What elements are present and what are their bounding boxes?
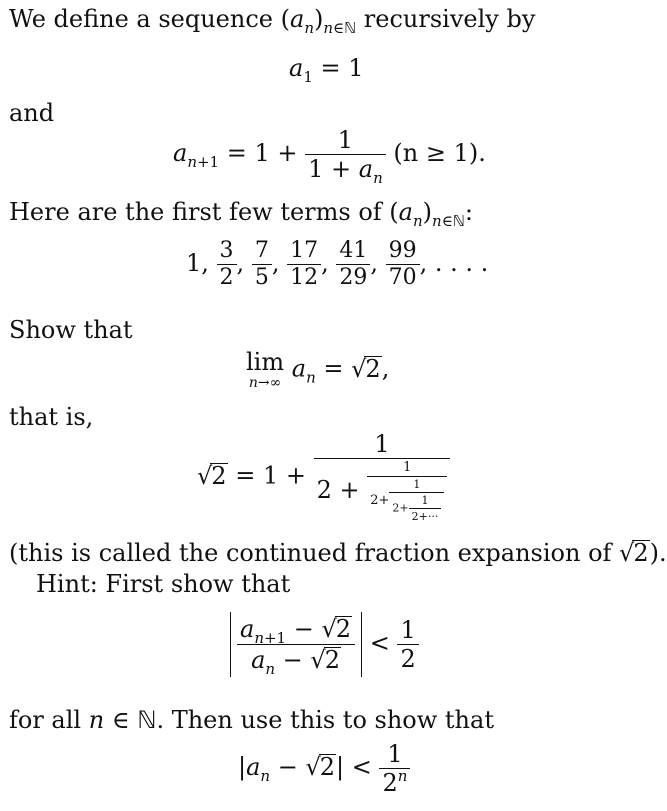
for-all-text-2: . Then use this to show that <box>156 706 494 734</box>
term-fraction: $\frac{3}{2}$ <box>217 240 237 289</box>
half-fraction: $\frac{1}{2}$ <box>397 618 418 671</box>
intro-text: We define a sequence <box>9 5 273 33</box>
terms-intro-line: Here are the first few terms of $(a_n)_{n\in ℕ}$: <box>9 198 473 230</box>
equation-hint-inequality: $\frac{a_{n+1} - √2}{a_n - √2}$ < $\frac{1}{2}$ <box>230 612 419 677</box>
cf-caption-end: ). <box>649 539 667 567</box>
cf-caption <box>9 540 667 566</box>
power-fraction: $\frac{1}{2^n}$ <box>379 742 410 795</box>
cf-level-1: 1 2 + 1 2+ 1 2+ $\frac{1}{2+\cdot\cdot\cdot}$ <box>314 432 451 522</box>
equation-continued-fraction: √2 = 1 + 1 2 + 1 2+ 1 2+ $\frac{1}{2+\cdot\cdot\cdot}$ <box>197 432 450 522</box>
terms-intro-text: Here are the first few terms of <box>9 198 382 226</box>
term-fraction: $\frac{7}{5}$ <box>252 240 272 289</box>
cf-level-4: $\frac{1}{2+\cdot\cdot\cdot}$ <box>409 495 442 522</box>
absolute-value <box>230 612 362 677</box>
sqrt-two: √2 <box>197 461 227 490</box>
sqrt-two: √2 <box>619 539 649 567</box>
cf-caption-text: (this is called the continued fraction expansion of <box>9 539 612 567</box>
term-fraction: $\frac{41}{29}$ <box>336 240 370 289</box>
cf-level-3: 1 2+ $\frac{1}{2+\cdot\cdot\cdot}$ <box>389 479 444 522</box>
and-word: and <box>9 99 55 127</box>
term-fraction: $\frac{17}{12}$ <box>287 240 321 289</box>
for-all-line: for all n ∈ ℕ. Then use this to show that <box>9 706 494 734</box>
that-is: that is, <box>9 403 94 431</box>
equation-a1: $a_1 = 1$ <box>289 54 364 86</box>
sqrt-two: √2 <box>351 354 381 383</box>
ellipsis: , . . . . <box>419 249 489 277</box>
condition: (n ≥ 1). <box>393 139 486 167</box>
equation-limit: lim n→∞ $a_n = √2$, <box>246 348 390 391</box>
limit-operator: lim n→∞ <box>246 348 285 391</box>
intro-text-2: recursively by <box>363 5 536 33</box>
equation-final-inequality: $|a_n - √2|$ < $\frac{1}{2^n}$ <box>238 742 410 795</box>
sqrt-two: √2 <box>305 753 336 781</box>
intro-line: We define a sequence $(a_n)_{n\in ℕ}$ recursively by <box>9 5 536 37</box>
equation-recurrence: $a_{n+1} = 1$ + $\frac{1}{1 + a_n}$ (n ≥ 1). <box>173 126 486 187</box>
for-all-text: for all <box>9 706 82 734</box>
cf-level-2: 1 2+ 1 2+ $\frac{1}{2+\cdot\cdot\cdot}$ <box>367 461 447 522</box>
first-term: 1, <box>186 249 209 277</box>
term-fraction: $\frac{99}{70}$ <box>386 240 420 289</box>
terms-list: 1, $\frac{3}{2}$ , $\frac{7}{5}$ , $\frac{17}{12}$ , $\frac{41}{29}$ , $\frac{99}{70}$ , . . . . <box>186 238 489 290</box>
ratio-fraction: $\frac{a_{n+1} - √2}{a_n - √2}$ <box>237 616 355 673</box>
show-that: Show that <box>9 316 133 344</box>
hint: Hint: First show that <box>36 570 291 598</box>
recurrence-fraction: $\frac{1}{1 + a_n}$ <box>305 128 386 181</box>
